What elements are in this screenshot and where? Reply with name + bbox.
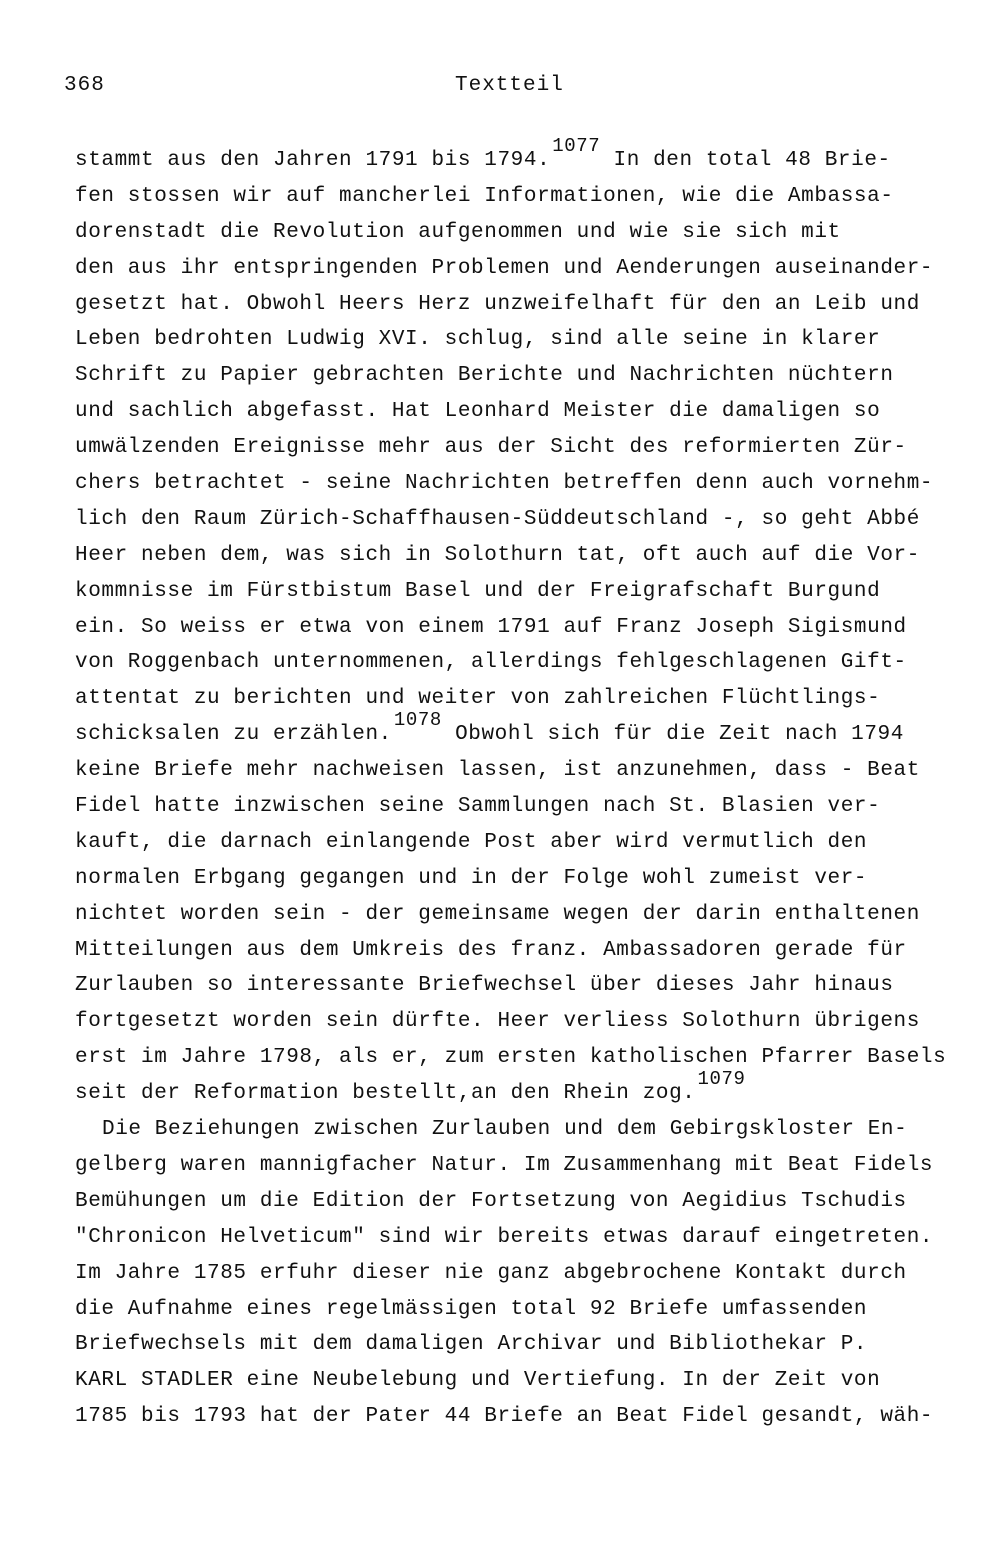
line-text: stammt aus den Jahren 1791 bis 1794. xyxy=(75,149,551,172)
text-line xyxy=(75,430,975,466)
text-line xyxy=(75,610,975,646)
text-line xyxy=(75,897,975,933)
line-text-continued: Obwohl sich für die Zeit nach 1794 xyxy=(441,723,904,747)
line-text: und sachlich abgefasst. Hat Leonhard Meister die damaligen so xyxy=(75,400,881,424)
text-line xyxy=(75,933,975,969)
text-line xyxy=(75,1256,975,1292)
line-text: erst im Jahre 1798, als er, zum ersten katholischen Pfarrer Basels xyxy=(75,1046,947,1070)
line-text: fortgesetzt worden sein dürfte. Heer verliess Solothurn übrigens xyxy=(75,1010,920,1034)
line-text: gesetzt hat. Obwohl Heers Herz unzweifelhaft für den an Leib und xyxy=(75,292,920,316)
text-line xyxy=(75,1112,975,1148)
text-line xyxy=(75,502,975,538)
text-line xyxy=(75,1327,975,1363)
running-title: Textteil xyxy=(455,74,564,97)
line-text: Zurlauben so interessante Briefwechsel über dieses Jahr hinaus xyxy=(75,974,894,998)
text-line xyxy=(75,861,975,897)
line-text: normalen Erbgang gegangen und in der Folge wohl zumeist ver- xyxy=(75,866,868,890)
text-line xyxy=(75,753,975,789)
line-text: seit der Reformation bestellt,an den Rhein zog. xyxy=(75,1082,696,1106)
line-text: die Aufnahme eines regelmässigen total 92 Briefe umfassenden xyxy=(75,1297,868,1321)
line-text: Mitteilungen aus dem Umkreis des franz. Ambassadoren gerade für xyxy=(75,938,907,962)
text-line xyxy=(75,968,975,1004)
text-line xyxy=(75,322,975,358)
text-line xyxy=(75,574,975,610)
line-text: Heer neben dem, was sich in Solothurn tat, oft auch auf die Vor- xyxy=(75,543,920,567)
page-number: 368 xyxy=(64,74,105,97)
text-line xyxy=(75,1399,975,1435)
text-line xyxy=(75,394,975,430)
line-text: Schrift zu Papier gebrachten Berichte und Nachrichten nüchtern xyxy=(75,364,894,388)
line-text: chers betrachtet - seine Nachrichten betreffen denn auch vornehm- xyxy=(75,472,934,496)
text-line xyxy=(75,789,975,825)
text-line xyxy=(75,681,975,717)
body-text xyxy=(75,135,975,1435)
line-text: kommnisse im Fürstbistum Basel und der Freigrafschaft Burgund xyxy=(75,579,881,603)
line-text: von Roggenbach unternommenen, allerdings fehlgeschlagenen Gift- xyxy=(75,651,907,675)
line-text: attentat zu berichten und weiter von zahlreichen Flüchtlings- xyxy=(75,687,881,711)
line-text: Briefwechsels mit dem damaligen Archivar und Bibliothekar P. xyxy=(75,1333,868,1357)
text-line xyxy=(75,1292,975,1328)
line-text: lich den Raum Zürich-Schaffhausen-Süddeutschland -, so geht Abbé xyxy=(75,507,920,531)
line-text: nichtet worden sein - der gemeinsame wegen der darin enthaltenen xyxy=(75,902,920,926)
text-line xyxy=(75,466,975,502)
footnote-marker: 1077 xyxy=(552,135,601,157)
line-text: Die Beziehungen zwischen Zurlauben und dem Gebirgskloster En- xyxy=(102,1118,908,1142)
text-line xyxy=(75,825,975,861)
line-text: kauft, die darnach einlangende Post aber wird vermutlich den xyxy=(75,830,868,854)
line-text: Leben bedrohten Ludwig XVI. schlug, sind alle seine in klarer xyxy=(75,328,881,352)
footnote-marker: 1078 xyxy=(393,709,442,732)
line-text: umwälzenden Ereignisse mehr aus der Sicht des reformierten Zür- xyxy=(75,436,907,460)
line-text: Fidel hatte inzwischen seine Sammlungen nach St. Blasien ver- xyxy=(75,795,881,819)
footnote-marker: 1079 xyxy=(697,1068,746,1091)
text-line xyxy=(75,358,975,394)
line-text: 1785 bis 1793 hat der Pater 44 Briefe an Beat Fidel gesandt, wäh- xyxy=(75,1405,934,1429)
line-text: gelberg waren mannigfacher Natur. Im Zusammenhang mit Beat Fidels xyxy=(75,1153,934,1177)
line-text: fen stossen wir auf mancherlei Informationen, wie die Ambassa- xyxy=(75,184,894,208)
text-line xyxy=(75,251,975,287)
text-line xyxy=(75,215,975,251)
line-text-continued: In den total 48 Brie- xyxy=(600,149,891,172)
text-line xyxy=(75,1148,975,1184)
line-text: schicksalen zu erzählen. xyxy=(75,723,392,747)
text-line xyxy=(75,135,975,179)
text-line xyxy=(75,1068,975,1112)
text-line xyxy=(75,709,975,753)
line-text: Bemühungen um die Edition der Fortsetzung von Aegidius Tschudis xyxy=(75,1189,907,1213)
line-text: keine Briefe mehr nachweisen lassen, ist anzunehmen, dass - Beat xyxy=(75,759,920,783)
text-line xyxy=(75,287,975,323)
line-text: den aus ihr entspringenden Problemen und Aenderungen auseinander- xyxy=(75,256,934,280)
text-line xyxy=(75,1184,975,1220)
text-line xyxy=(75,1004,975,1040)
text-line xyxy=(75,1040,975,1076)
line-text: KARL STADLER eine Neubelebung und Vertiefung. In der Zeit von xyxy=(75,1369,881,1393)
line-text: dorenstadt die Revolution aufgenommen und wie sie sich mit xyxy=(75,220,841,244)
line-text: Im Jahre 1785 erfuhr dieser nie ganz abgebrochene Kontakt durch xyxy=(75,1261,907,1285)
text-line xyxy=(75,538,975,574)
line-text: "Chronicon Helveticum" sind wir bereits etwas darauf eingetreten. xyxy=(75,1225,934,1249)
text-line xyxy=(75,645,975,681)
text-line xyxy=(75,1220,975,1256)
text-line xyxy=(75,179,975,215)
line-text: ein. So weiss er etwa von einem 1791 auf Franz Joseph Sigismund xyxy=(75,615,907,639)
text-line xyxy=(75,1363,975,1399)
